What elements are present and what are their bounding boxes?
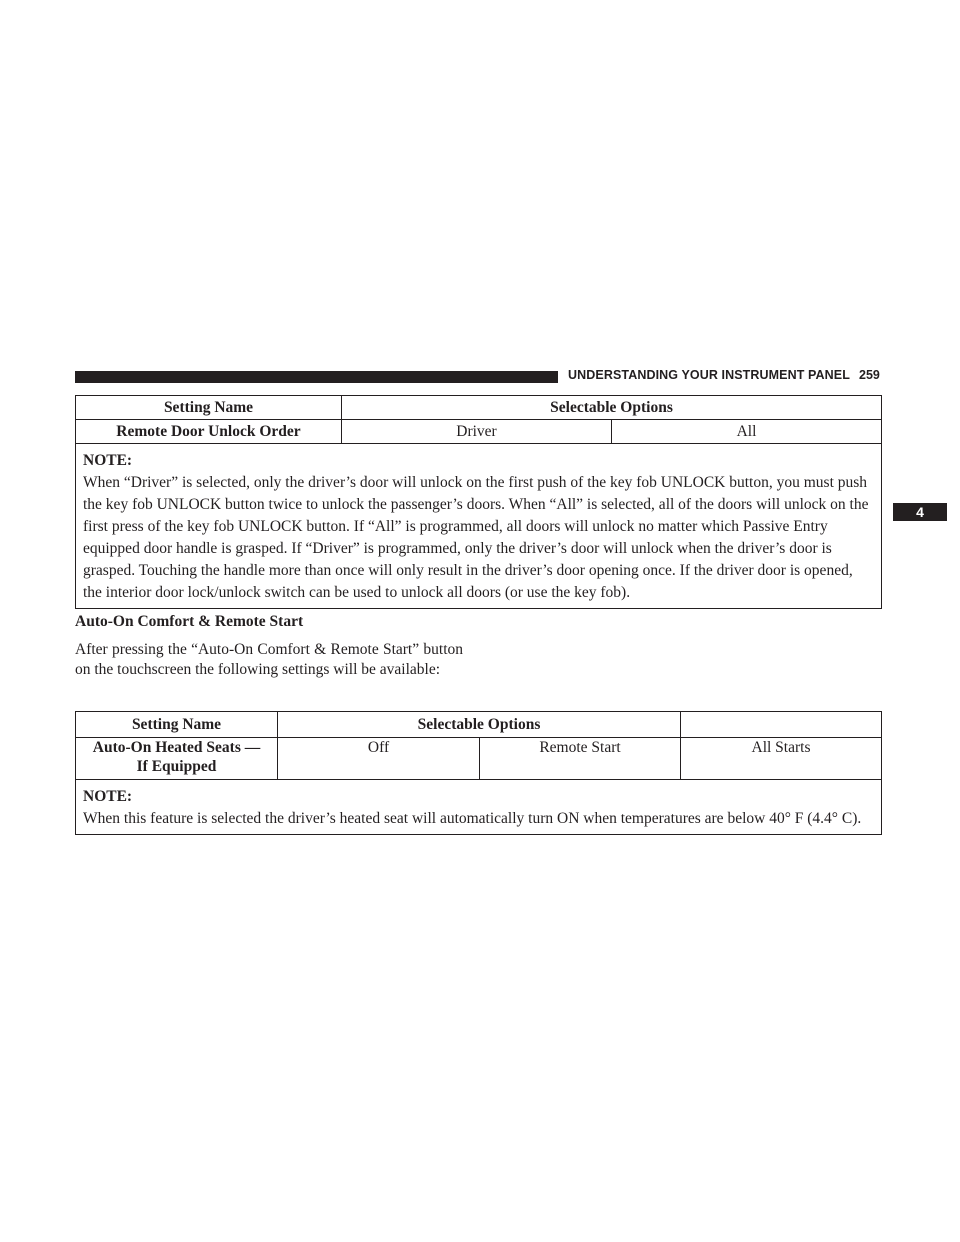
header-rule (75, 371, 558, 383)
auto-on-heated-seats-table (75, 711, 882, 835)
option-all: All (612, 420, 882, 444)
table-header-row (76, 712, 882, 738)
header-empty-cell (681, 712, 882, 738)
note-label: NOTE: (83, 452, 133, 469)
body-paragraph: After pressing the “Auto-On Comfort & Remote Start” button on the touchscreen the following settings will be available: (75, 641, 463, 678)
option-off: Off (278, 738, 480, 780)
page-number: 259 (859, 368, 880, 382)
note-row (76, 780, 882, 835)
note-cell (76, 780, 882, 835)
setting-line-1: Auto-On Heated Seats — (92, 739, 261, 756)
setting-auto-on-heated-seats (76, 738, 278, 780)
option-all-starts: All Starts (681, 738, 882, 780)
note-text: When this feature is selected the driver’s heated seat will automatically turn ON when temperatures are below 40° F (4.4° C). (83, 810, 862, 827)
setting-remote-door-unlock-order: Remote Door Unlock Order (76, 420, 342, 444)
chapter-tab: 4 (893, 503, 947, 521)
note-row (76, 444, 882, 609)
section-heading: Auto-On Comfort & Remote Start (75, 613, 304, 630)
header-selectable-options: Selectable Options (278, 712, 681, 738)
option-driver: Driver (342, 420, 612, 444)
table-header-row (76, 396, 882, 420)
option-remote-start: Remote Start (480, 738, 681, 780)
note-text: When “Driver” is selected, only the driver’s door will unlock on the first push of the key fob UNLOCK button, you must push the key fob UNLOCK button twice to unlock the passenger’s doors. When “All” is selected, all of the doors will unlock on the first press of the key fob UNLOCK button. If “All” is programmed, all doors will unlock no matter which Passive Entry equipped door handle is grasped. If “Driver” is programmed, only the driver’s door will unlock when the driver’s door is grasped. Touching the handle more than once will only result in the driver’s door opening once. If the driver door is opened, the interior door lock/unlock switch can be used to unlock all doors (or use the key fob). (83, 474, 869, 601)
note-label: NOTE: (83, 788, 133, 805)
note-cell (76, 444, 882, 609)
remote-door-unlock-table (75, 395, 882, 609)
header-selectable-options: Selectable Options (342, 396, 882, 420)
header-setting-name: Setting Name (76, 712, 278, 738)
section-running-title: UNDERSTANDING YOUR INSTRUMENT PANEL (568, 368, 850, 382)
table-row (76, 738, 882, 780)
table-row (76, 420, 882, 444)
header-setting-name: Setting Name (76, 396, 342, 420)
setting-line-2: If Equipped (136, 758, 217, 775)
